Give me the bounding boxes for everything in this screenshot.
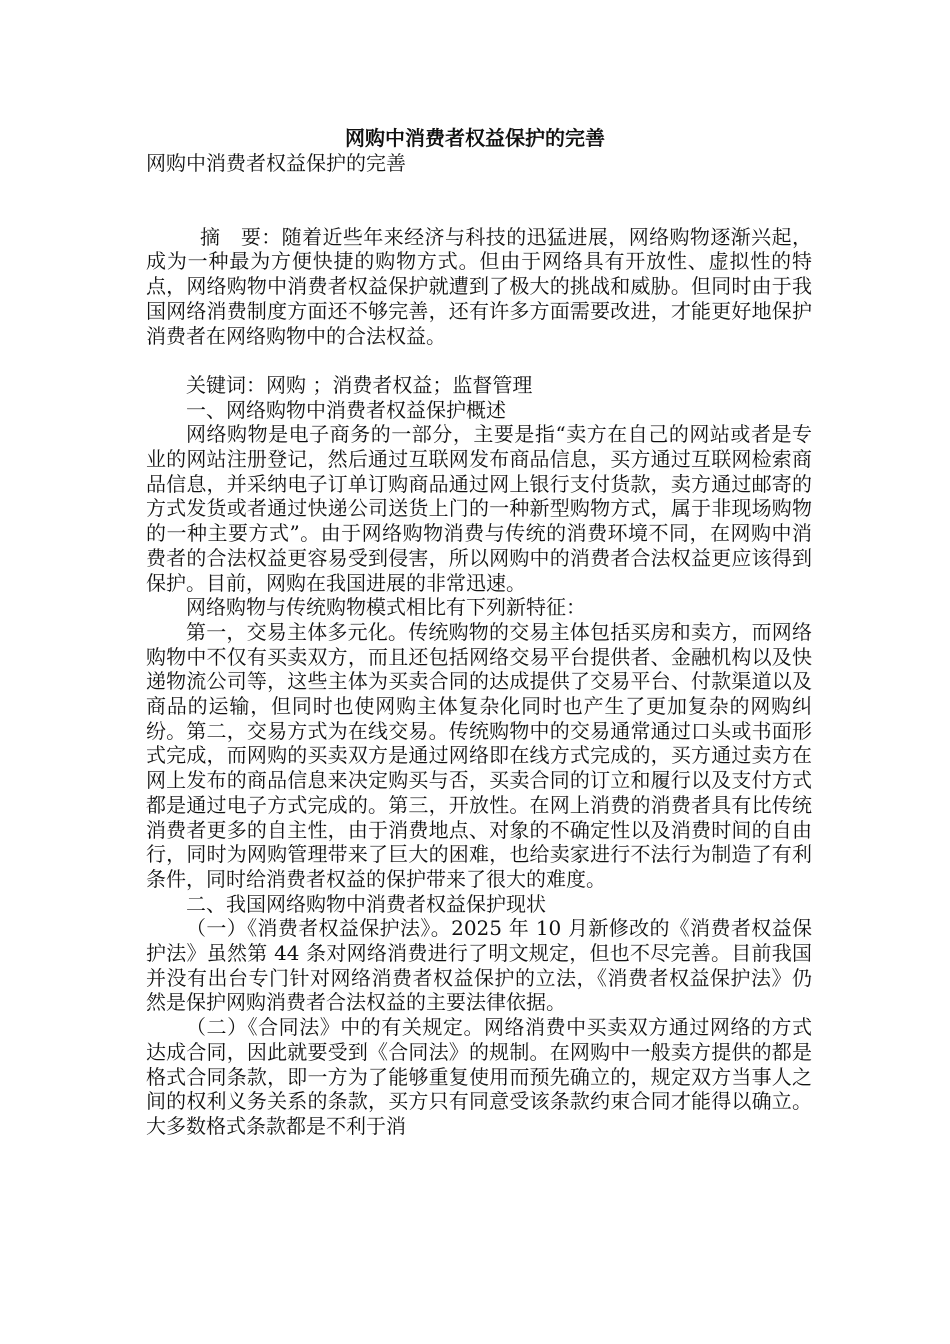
section-heading-2: 二、我国网络购物中消费者权益保护现状 (186, 891, 546, 916)
paragraph-2: 网络购物与传统购物模式相比有下列新特征： (186, 595, 586, 620)
paragraph-4: （一）《消费者权益保护法》。2025 年 10 月新修改的《消费者权益保护法》虽然第 44 条对网络消费进行了明文规定，但也不尽完善。目前我国并没有出台专门针对网络消费者权益保护的立法，《消费者权益保护法》仍然是保护网购消费者合法权益的主要法律依据。 (146, 916, 812, 1015)
blank-line (146, 200, 812, 225)
paragraph-1: 网络购物是电子商务的一部分，主要是指“卖方在自己的网站或者是专业的网站注册登记，然后通过互联网发布商品信息，买方通过互联网检索商品信息，并采纳电子订单订购商品通过网上银行支付货款，卖方通过邮寄的方式发货或者通过快递公司送货上门的一种新型购物方式，属于非现场购物的一种主要方式”。由于网络购物消费与传统的消费环境不同，在网购中消费者的合法权益更容易受到侵害，所以网购中的消费者合法权益更应该得到保护。目前，网购在我国进展的非常迅速。 (146, 422, 812, 595)
abstract-paragraph: 摘 要：随着近些年来经济与科技的迅猛进展，网络购物逐渐兴起，成为一种最为方便快捷的购物方式。但由于网络具有开放性、虚拟性的特点，网络购物中消费者权益保护就遭到了极大的挑战和威胁。但同时由于我国网络消费制度方面还不够完善，还有许多方面需要改进，才能更好地保护消费者在网络购物中的合法权益。 (146, 224, 812, 348)
document-title: 网购中消费者权益保护的完善 (345, 126, 605, 150)
document-subtitle: 网购中消费者权益保护的完善 (146, 151, 406, 175)
paragraph-5: （二）《合同法》中的有关规定。网络消费中买卖双方通过网络的方式达成合同，因此就要受到《合同法》的规制。在网购中一般卖方提供的都是格式合同条款，即一方为了能够重复使用而预先确立的，规定双方当事人之间的权利义务关系的条款，买方只有同意受该条款约束合同才能得以确立。大多数格式条款都是不利于消 (146, 1015, 812, 1138)
section-heading-1: 一、网络购物中消费者权益保护概述 (186, 397, 506, 422)
keywords-line: 关键词：网购 ；消费者权益；监督管理 (186, 372, 533, 397)
paragraph-3: 第一，交易主体多元化。传统购物的交易主体包括买房和卖方，而网络购物中不仅有买卖双方，而且还包括网络交易平台提供者、金融机构以及快递物流公司等，这些主体为买卖合同的达成提供了交易平台、付款渠道以及商品的运输，但同时也使网购主体复杂化同时也产生了更加复杂的网购纠纷。第二，交易方式为在线交易。传统购物中的交易通常通过口头或书面形式完成，而网购的买卖双方是通过网络即在线方式完成的，买方通过卖方在网上发布的商品信息来决定购买与否，买卖合同的订立和履行以及支付方式都是通过电子方式完成的。第三，开放性。在网上消费的消费者具有比传统消费者更多的自主性，由于消费地点、对象的不确定性以及消费时间的自由行，同时为网购管理带来了巨大的困难，也给卖家进行不法行为制造了有利条件，同时给消费者权益的保护带来了很大的难度。 (146, 619, 812, 891)
document-body (146, 200, 812, 1139)
blank-line (146, 348, 812, 373)
